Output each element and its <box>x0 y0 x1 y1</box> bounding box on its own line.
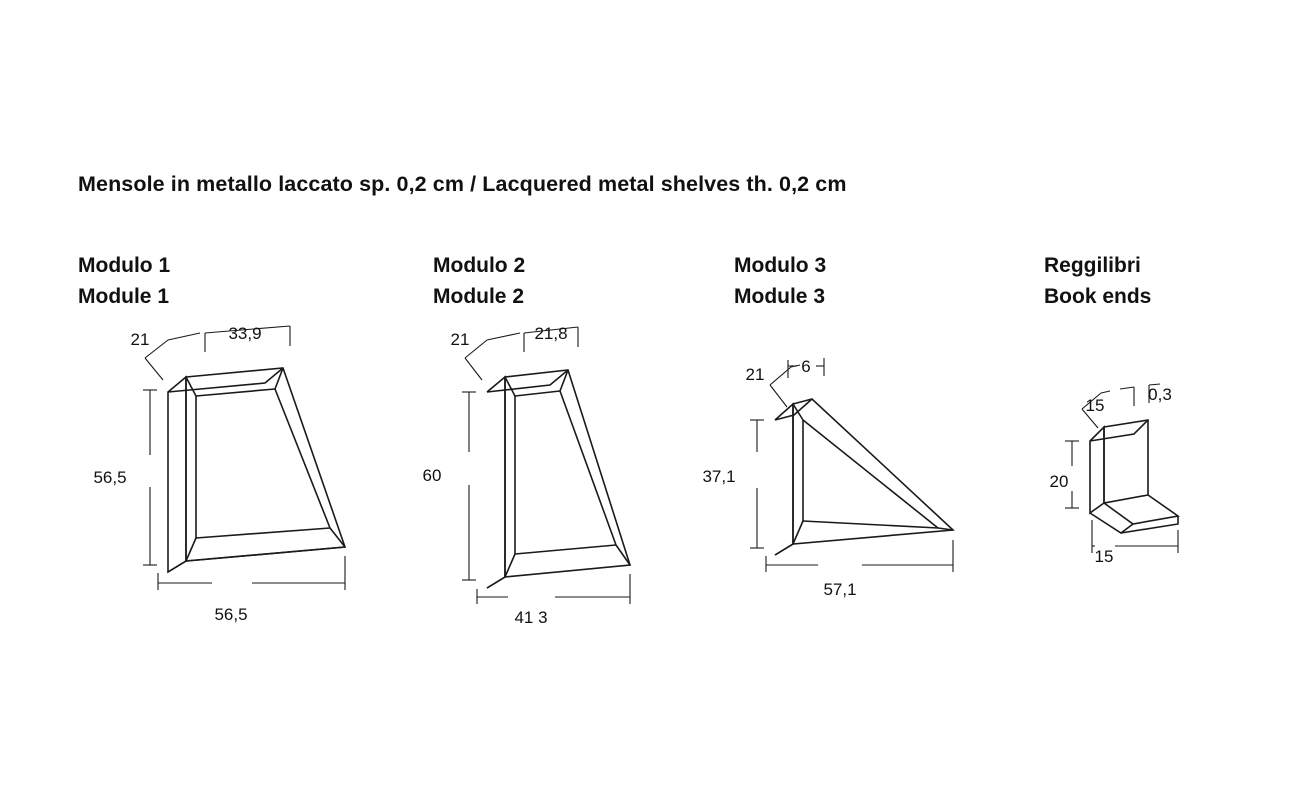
bookend-dim-height-left: 20 <box>1049 472 1069 491</box>
bookend-title-it: Reggilibri <box>1044 254 1141 277</box>
module-3-drawing <box>775 399 953 555</box>
module-3-title-it: Modulo 3 <box>734 254 827 277</box>
module-2-title <box>433 250 525 312</box>
module-1-dim-width-bottom: 56,5 <box>214 605 248 624</box>
module-1-dim-depth-top: 21 <box>130 330 150 349</box>
module-3-title-en: Module 3 <box>734 285 826 308</box>
module-3-dim-width-bottom: 57,1 <box>823 580 857 599</box>
module-2-dim-depth-top: 21 <box>450 330 470 349</box>
module-3-dim-depth-top: 21 <box>745 365 765 384</box>
module-1-title-it: Modulo 1 <box>78 254 171 277</box>
module-3-dim-height-left: 37,1 <box>702 467 736 486</box>
module-2-dimension-lines <box>462 327 630 604</box>
module-2-dim-width-top: 21,8 <box>534 324 568 343</box>
bookend-title <box>1044 250 1151 312</box>
module-3-title <box>734 250 826 312</box>
module-2-title-it: Modulo 2 <box>433 254 526 277</box>
module-2-dim-width-bottom: 41 3 <box>514 608 548 627</box>
module-1-title <box>78 250 170 312</box>
bookend-dimension-lines <box>1065 384 1178 553</box>
module-2-dim-height-left: 60 <box>422 466 442 485</box>
bookend-drawing <box>1090 420 1178 533</box>
module-1-dim-width-top: 33,9 <box>228 324 262 343</box>
bookend-title-en: Book ends <box>1044 285 1152 308</box>
bookend-dim-width-bottom: 15 <box>1094 547 1114 566</box>
module-2-drawing <box>487 370 630 588</box>
module-2-title-en: Module 2 <box>433 285 525 308</box>
bookend-dim-thickness-top: 0,3 <box>1148 385 1172 404</box>
sheet-heading: Mensole in metallo laccato sp. 0,2 cm / Lacquered metal shelves th. 0,2 cm <box>78 172 847 196</box>
module-3-dimension-lines <box>750 358 953 572</box>
module-3-dim-width-top: 6 <box>801 357 811 376</box>
bookend-dim-depth-top: 15 <box>1085 396 1105 415</box>
module-1-drawing <box>168 368 345 572</box>
module-1-dim-height-left: 56,5 <box>93 468 127 487</box>
module-1-title-en: Module 1 <box>78 285 170 308</box>
module-1-dimension-lines <box>143 326 345 590</box>
